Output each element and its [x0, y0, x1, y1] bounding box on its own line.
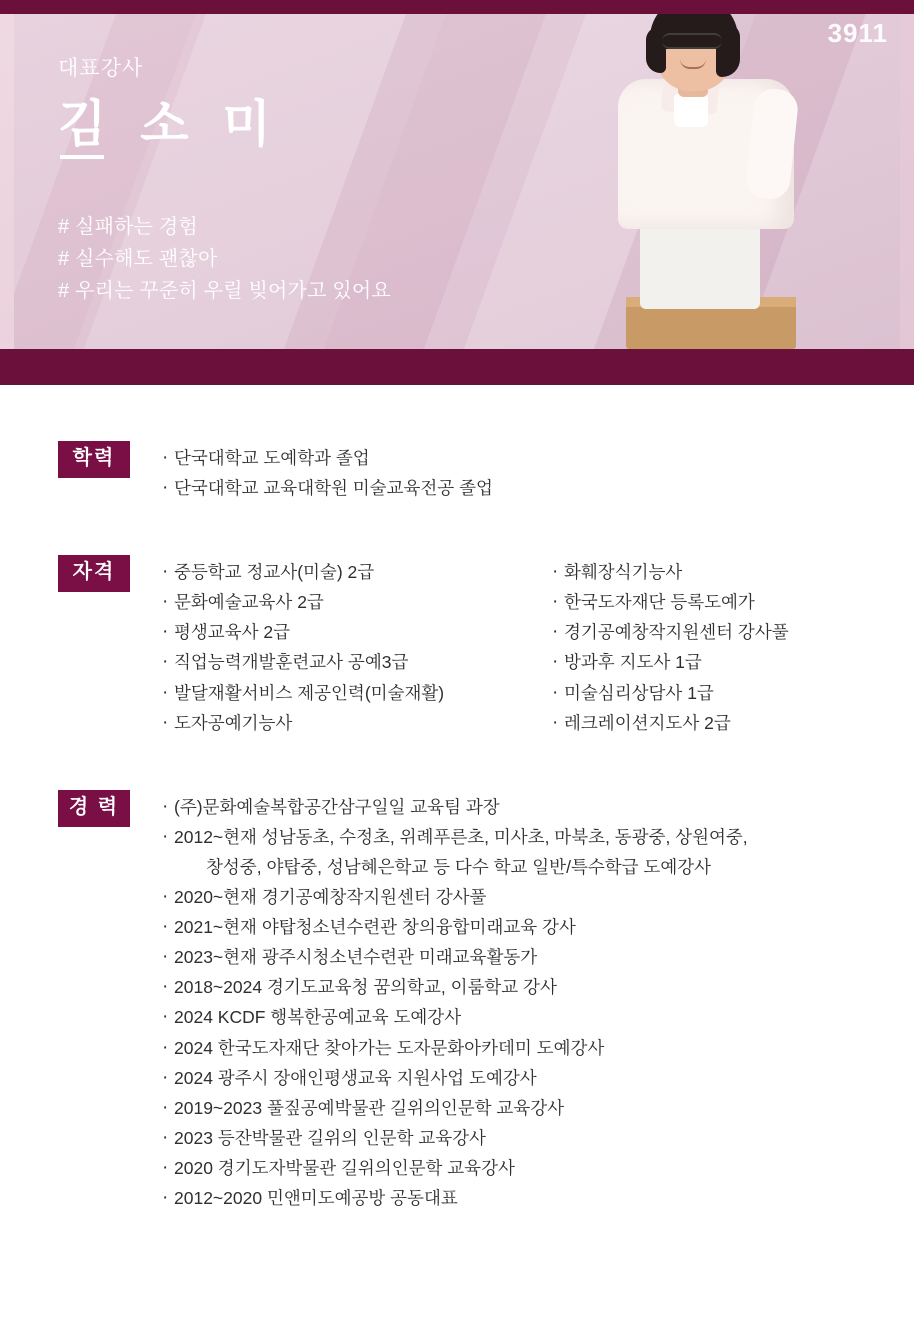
- list-item: · 한국도자재단 등록도예가: [550, 587, 914, 617]
- list-item: · 2024 KCDF 행복한공예교육 도예강사: [160, 1002, 914, 1032]
- list-item: · 2012~2020 민앤미도예공방 공동대표: [160, 1183, 914, 1213]
- list-item: · 평생교육사 2급: [160, 617, 550, 647]
- hero-tag: # 우리는 꾸준히 우릴 빚어가고 있어요: [58, 280, 391, 303]
- list-item: · 레크레이션지도사 2급: [550, 708, 914, 738]
- list-item: · 중등학교 정교사(미술) 2급: [160, 557, 550, 587]
- list-item: · 단국대학교 도예학과 졸업: [160, 443, 914, 473]
- list-item: · 2012~현재 성남동초, 수정초, 위례푸른초, 미사초, 마북초, 동광중, 상원여중,: [160, 822, 914, 852]
- section-career: [0, 790, 914, 1213]
- section-education: [0, 441, 914, 503]
- instructor-photo: [570, 14, 850, 349]
- hero-inner-panel: [14, 14, 900, 349]
- hero-banner: [0, 0, 914, 385]
- certificates-list-right: [550, 557, 914, 738]
- list-item: · 방과후 지도사 1급: [550, 647, 914, 677]
- profile-content: [0, 385, 914, 1213]
- glasses-icon: [662, 33, 722, 49]
- hero-top-band: [0, 0, 914, 14]
- list-item: · 문화예술교육사 2급: [160, 587, 550, 617]
- list-item: · 2023~현재 광주시청소년수련관 미래교육활동가: [160, 942, 914, 972]
- list-item: · 직업능력개발훈련교사 공예3급: [160, 647, 550, 677]
- career-list: [160, 792, 914, 1213]
- list-item: · 단국대학교 교육대학원 미술교육전공 졸업: [160, 473, 914, 503]
- instructor-name: 김 소 미: [58, 98, 281, 163]
- list-item: · 2020 경기도자박물관 길위의인문학 교육강사: [160, 1153, 914, 1183]
- list-item-continuation: 창성중, 야탑중, 성남혜은학교 등 다수 학교 일반/특수학급 도예강사: [206, 856, 712, 877]
- hero-tag-list: [58, 211, 391, 308]
- list-item: · 2023 등잔박물관 길위의 인문학 교육강사: [160, 1123, 914, 1153]
- hero-tag: # 실수해도 괜찮아: [58, 247, 218, 270]
- list-item: · (주)문화예술복합공간삼구일일 교육팀 과장: [160, 792, 914, 822]
- certificates-column-right: [550, 557, 914, 738]
- list-item: · 발달재활서비스 제공인력(미술재활): [160, 678, 550, 708]
- brand-logo: 3911: [827, 18, 888, 48]
- instructor-role: 대표강사: [58, 57, 144, 80]
- list-item: · 2021~현재 야탑청소년수련관 창의융합미래교육 강사: [160, 912, 914, 942]
- section-label-certificates: 자격: [58, 555, 130, 592]
- hero-bottom-band: [0, 349, 914, 385]
- list-item: · 2018~2024 경기도교육청 꿈의학교, 이룸학교 강사: [160, 972, 914, 1002]
- list-item: · 2024 광주시 장애인평생교육 지원사업 도예강사: [160, 1063, 914, 1093]
- certificates-column-left: [160, 557, 550, 738]
- section-body-education: [160, 441, 914, 503]
- list-item: · 미술심리상담사 1급: [550, 678, 914, 708]
- list-item: · 2019~2023 풀짚공예박물관 길위의인문학 교육강사: [160, 1093, 914, 1123]
- list-item: · 경기공예창작지원센터 강사풀: [550, 617, 914, 647]
- section-label-education: 학력: [58, 441, 130, 478]
- education-list: [160, 443, 914, 503]
- list-item: · 화훼장식기능사: [550, 557, 914, 587]
- section-body-career: [160, 790, 914, 1213]
- section-body-certificates: [160, 555, 914, 738]
- list-item: · 2020~현재 경기공예창작지원센터 강사풀: [160, 882, 914, 912]
- hero-text-block: [58, 52, 391, 308]
- section-label-career: 경 력: [58, 790, 130, 827]
- hero-tag: # 실패하는 경험: [58, 215, 198, 238]
- list-item: · 도자공예기능사: [160, 708, 550, 738]
- section-certificates: [0, 555, 914, 738]
- list-item: · 2024 한국도자재단 찾아가는 도자문화아카데미 도예강사: [160, 1033, 914, 1063]
- certificates-list-left: [160, 557, 550, 738]
- certificates-columns: [160, 557, 914, 738]
- photo-shirt: [674, 93, 708, 127]
